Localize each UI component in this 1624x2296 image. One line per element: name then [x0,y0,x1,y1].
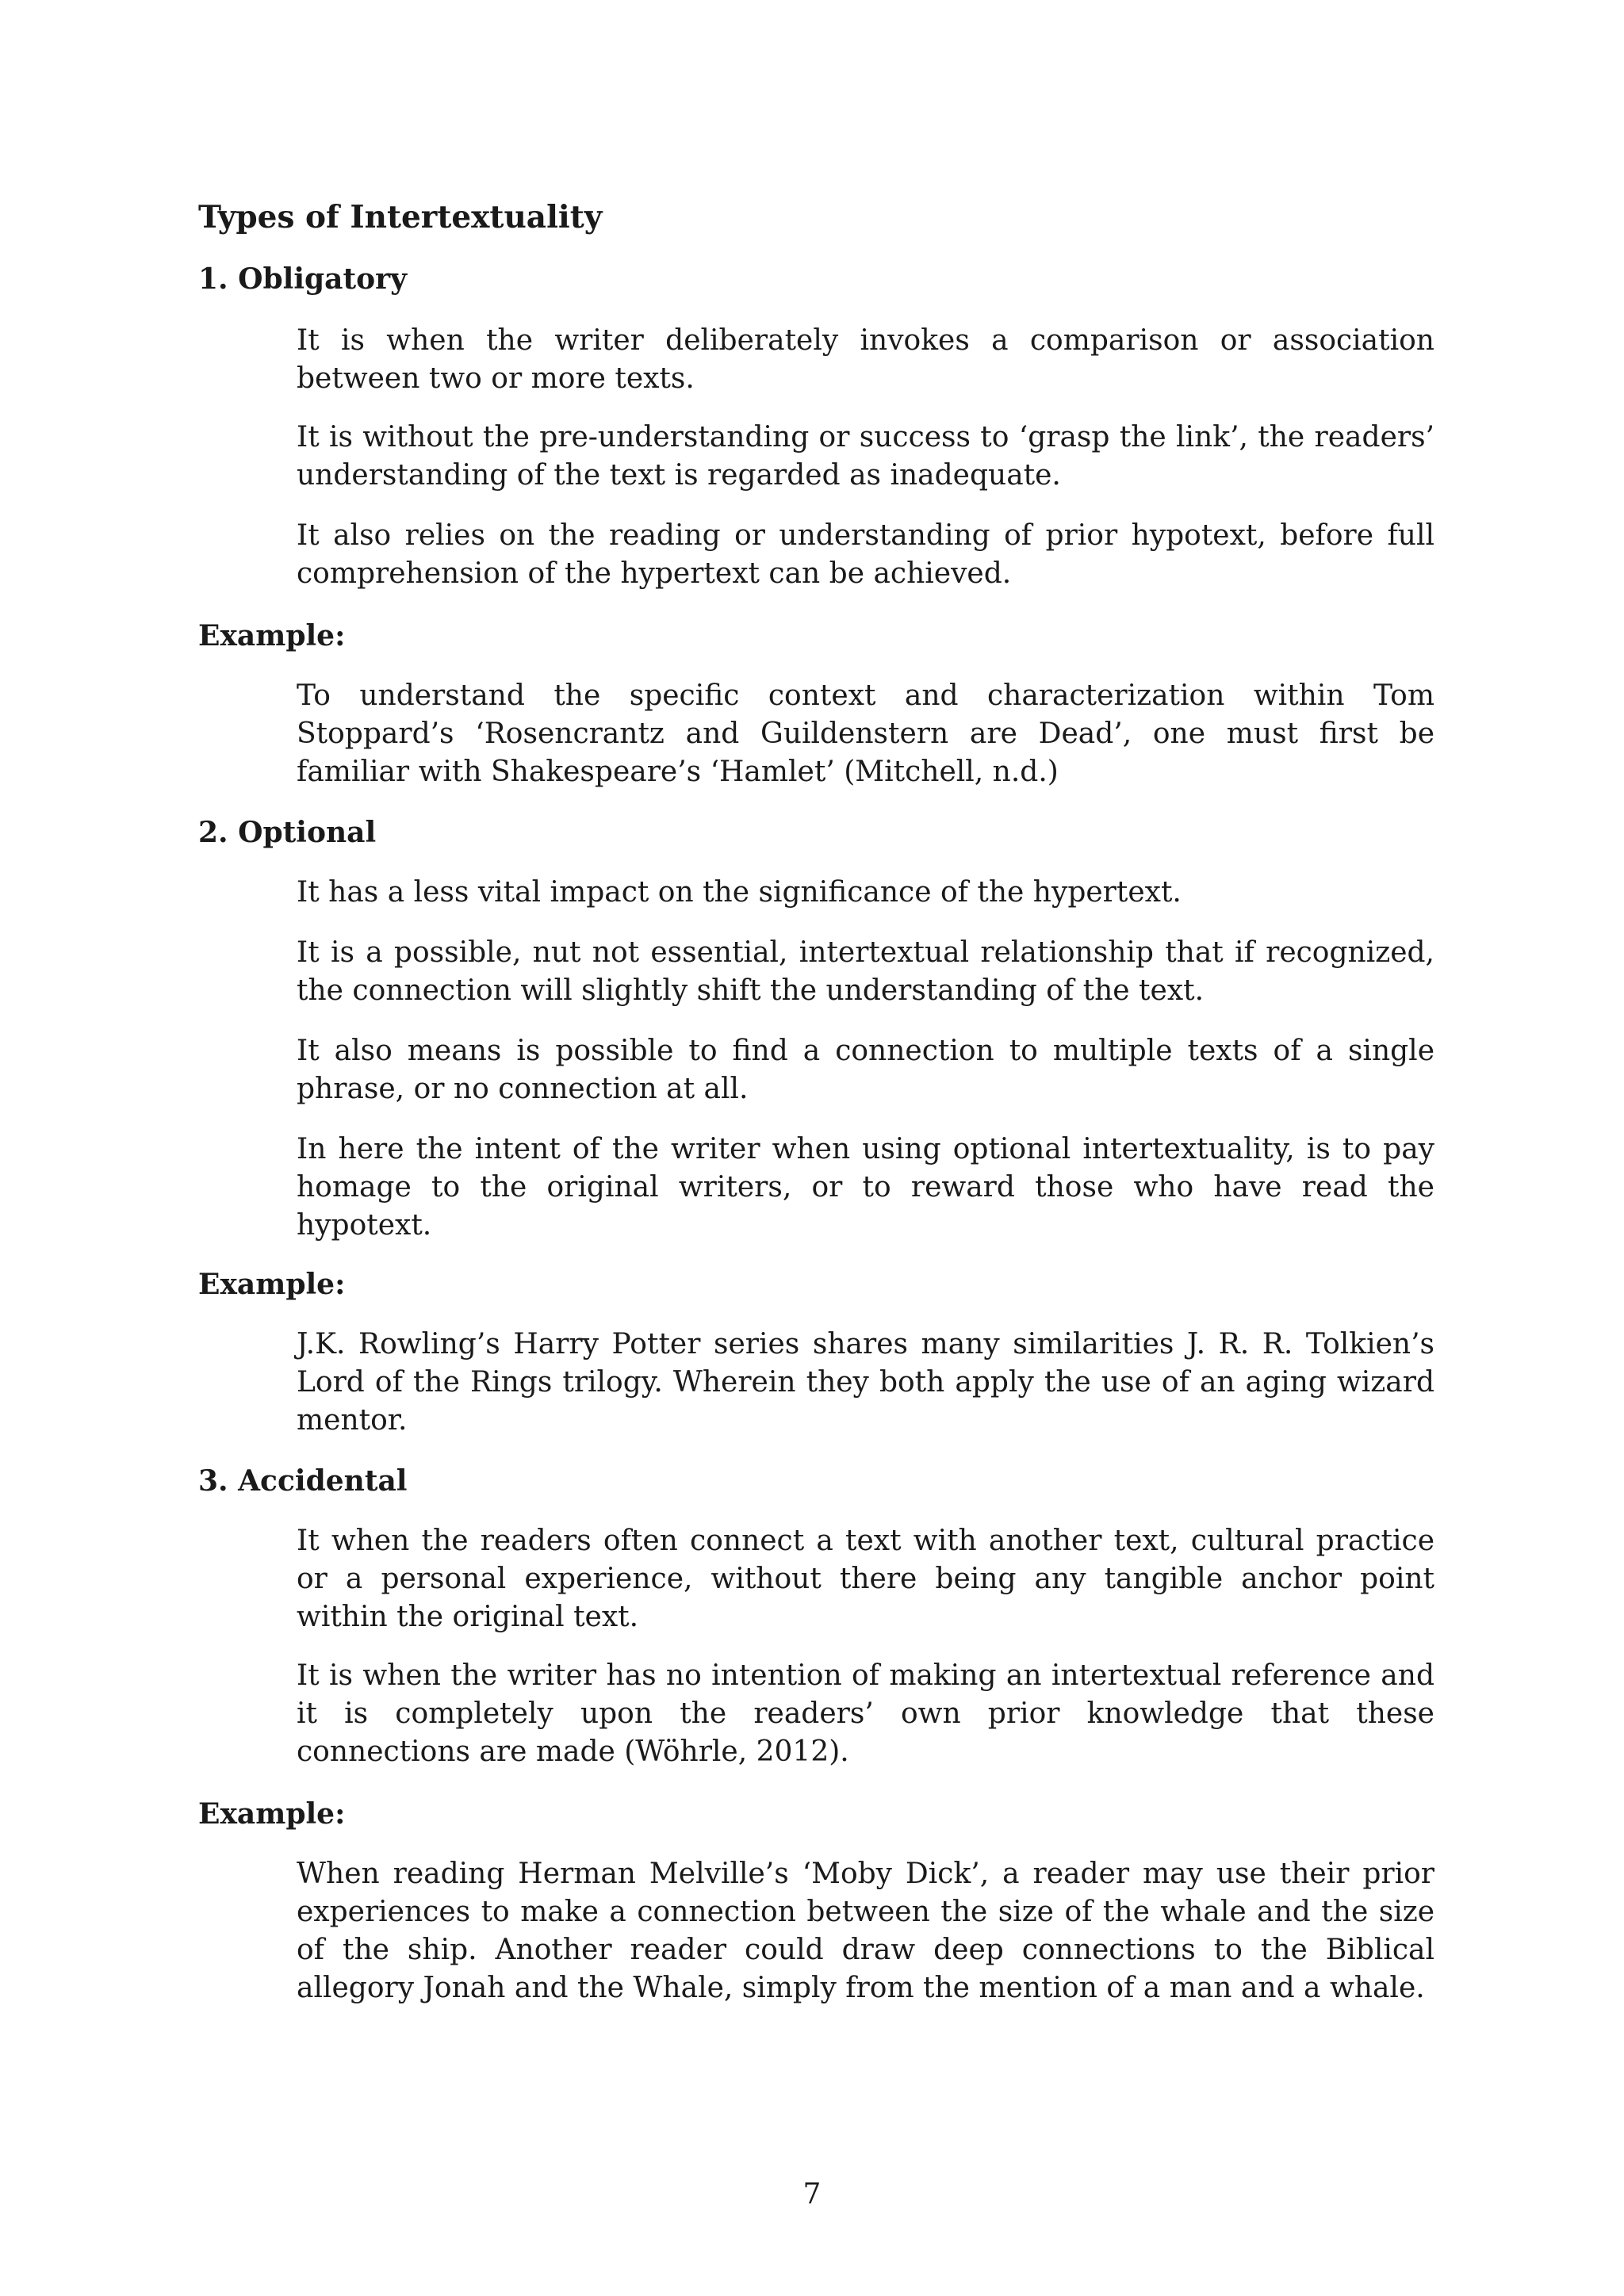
optional-paragraph-4: In here the intent of the writer when using optional intertextuality, is to pay homage to the original writers, or to reward those who have read the hypotext. [297,1133,1434,1242]
optional-paragraph-2: It is a possible, nut not essential, intertextual relationship that if recognized, the connection will slightly shift the understanding of the text. [297,936,1434,1007]
obligatory-paragraph-2: It is without the pre-understanding or success to ‘grasp the link’, the readers’ understanding of the text is regarded as inadequate. [297,421,1434,492]
accidental-paragraph-2: It is when the writer has no intention of making an intertextual reference and it is completely upon the readers’ own prior knowledge that these connections are made (Wöhrle, 2012). [297,1659,1434,1768]
obligatory-paragraph-1: It is when the writer deliberately invokes a comparison or association between two or more texts. [297,324,1434,395]
obligatory-paragraph-3: It also relies on the reading or understanding of prior hypotext, before full comprehension of the hypertext can be achieved. [297,519,1434,590]
heading-optional: 2. Optional [198,816,377,849]
optional-paragraph-3: It also means is possible to find a connection to multiple texts of a single phrase, or no connection at all. [297,1035,1434,1105]
heading-accidental: 3. Accidental [198,1464,408,1498]
example-label-obligatory: Example: [198,619,346,652]
obligatory-example: To understand the specific context and characterization within Tom Stoppard’s ‘Rosencrantz and Guildenstern are Dead’, one must first be familiar with Shakespeare’s ‘Hamlet’ (Mitchell, n.d.) [297,679,1434,788]
accidental-paragraph-1: It when the readers often connect a text with another text, cultural practice or a personal experience, without there being any tangible anchor point within the original text. [297,1525,1434,1633]
section-title: Types of Intertextuality [198,199,603,235]
optional-paragraph-1: It has a less vital impact on the significance of the hypertext. [297,876,1182,909]
heading-obligatory: 1. Obligatory [198,262,408,296]
example-label-accidental: Example: [198,1797,346,1831]
example-label-optional: Example: [198,1268,346,1301]
accidental-example: When reading Herman Melville’s ‘Moby Dick’, a reader may use their prior experiences to make a connection between the size of the whale and the size of the ship. Another reader could draw deep connections to the Biblical allegory Jonah and the Whale, simply from the mention of a man and a whale. [297,1858,1434,2004]
page-number: 7 [802,2178,822,2210]
optional-example: J.K. Rowling’s Harry Potter series shares many similarities J. R. R. Tolkien’s Lord of the Rings trilogy. Wherein they both apply the use of an aging wizard mentor. [297,1328,1434,1437]
